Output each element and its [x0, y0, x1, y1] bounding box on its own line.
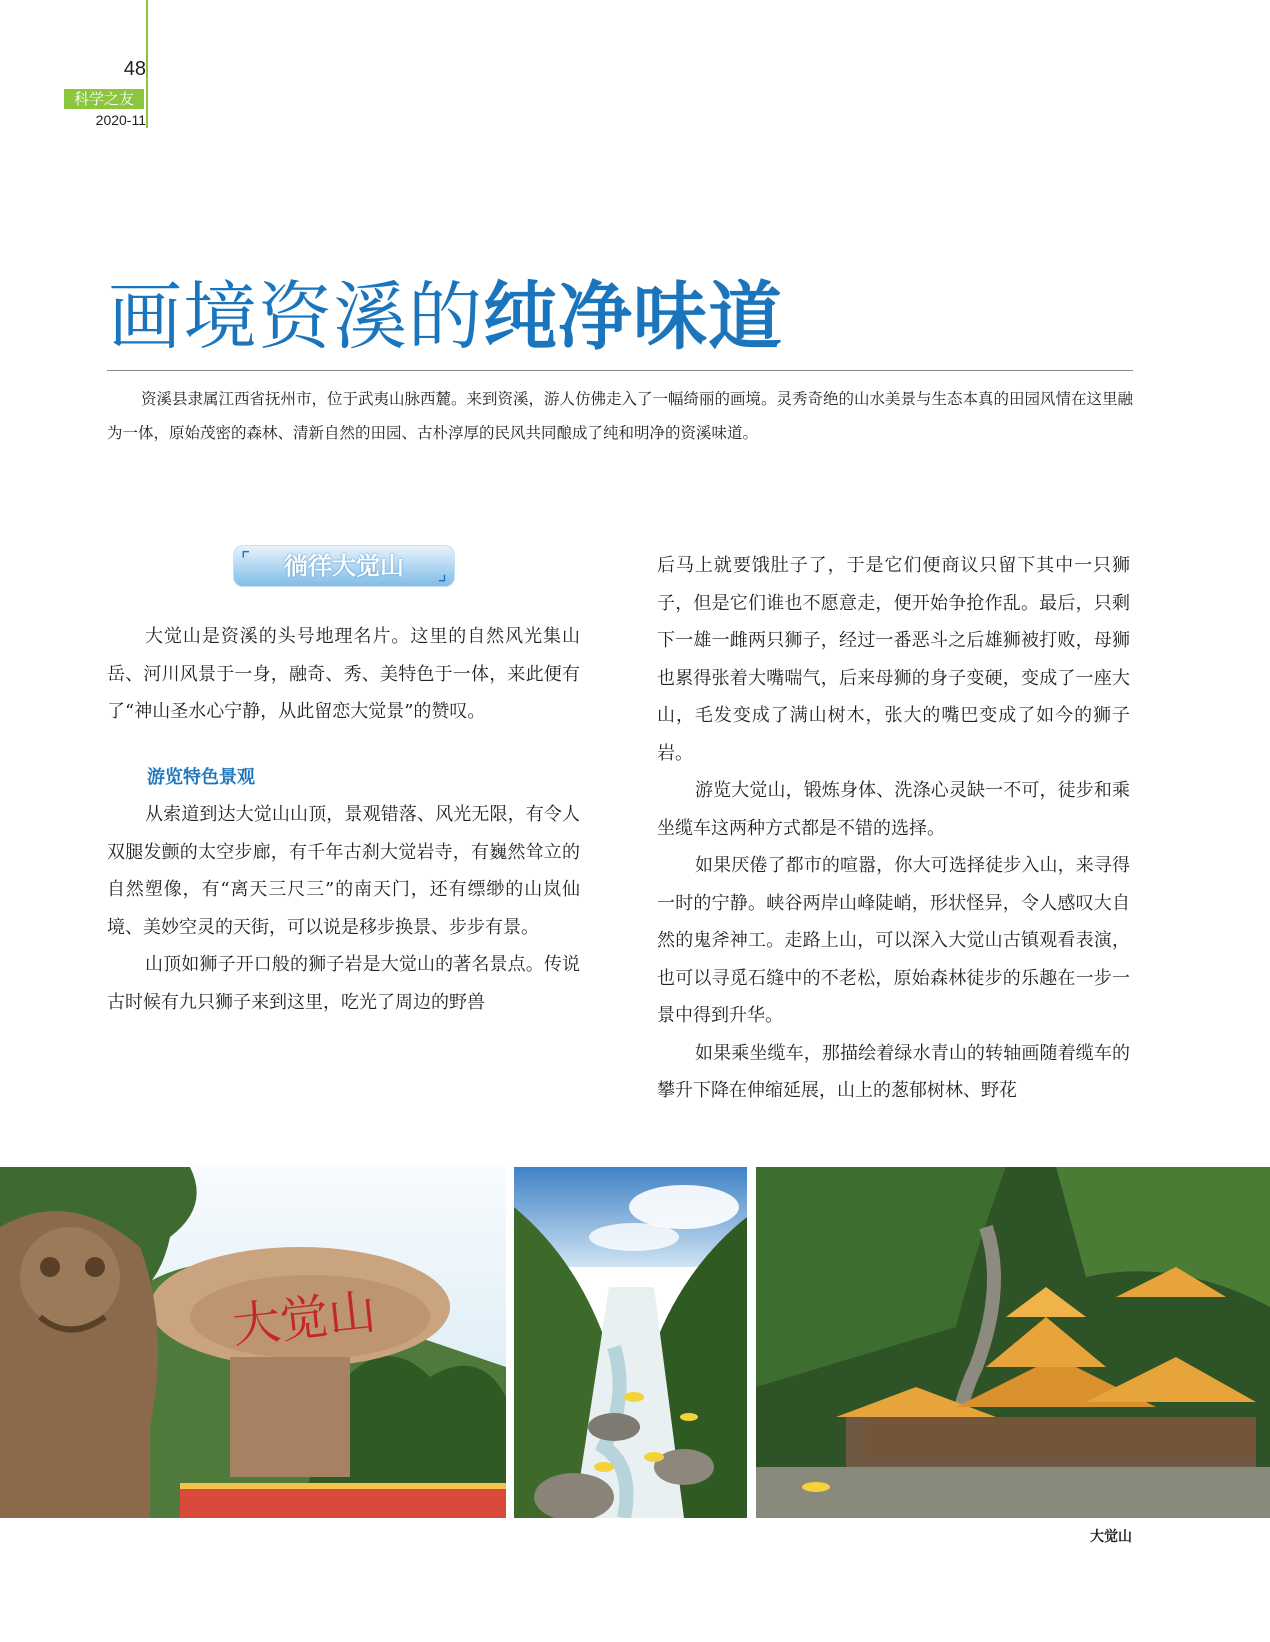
issue-date: 2020-11 [95, 112, 146, 128]
quote-mark-left-icon: ⌜ [241, 547, 251, 571]
right-paragraph-1: 后马上就要饿肚子了，于是它们便商议只留下其中一只狮子，但是它们谁也不愿意走，便开始争抢作乱。最后，只剩下一雄一雌两只狮子，经过一番恶斗之后雄狮被打败，母狮也累得张着大嘴喘气，后来母狮的身子变硬，变成了一座大山，毛发变成了满山树木，张大的嘴巴变成了如今的狮子岩。 [657, 555, 1130, 764]
lead-paragraph: 资溪县隶属江西省抚州市，位于武夷山脉西麓。来到资溪，游人仿佛走入了一幅绮丽的画境。灵秀奇绝的山水美景与生态本真的田园风情在这里融为一体，原始茂密的森林、清新自然的田园、古朴淳厚的民风共同酿成了纯和明净的资溪味道。 [107, 390, 1134, 442]
photo-rafting-gorge [514, 1167, 747, 1518]
article-title [108, 258, 783, 364]
photo-lion-rock [0, 1167, 506, 1518]
right-column [657, 547, 1130, 1110]
photo-pavilions-valley [756, 1167, 1270, 1518]
right-paragraph-4: 如果乘坐缆车，那描绘着绿水青山的转轴画随着缆车的攀升下降在伸缩延展，山上的葱郁树林、野花 [657, 1042, 1130, 1101]
left-column [107, 618, 580, 1021]
section-badge [233, 545, 455, 587]
left-paragraph-3: 山顶如狮子开口般的狮子岩是大觉山的著名景点。传说古时候有九只狮子来到这里，吃光了周边的野兽 [107, 954, 580, 1013]
subheading: 游览特色景观 [147, 766, 255, 788]
left-paragraph-1: 大觉山是资溪的头号地理名片。这里的自然风光集山岳、河川风景于一身，融奇、秀、美特色于一体，来此便有了“神山圣水心宁静，从此留恋大觉景”的赞叹。 [107, 626, 580, 722]
header-green-line [146, 0, 148, 128]
rock-inscription: 大觉山 [229, 1283, 379, 1355]
magazine-name: 科学之友 [64, 89, 144, 109]
page-number: 48 [123, 58, 146, 80]
right-paragraph-2: 游览大觉山，锻炼身体、洗涤心灵缺一不可，徒步和乘坐缆车这两种方式都是不错的选择。 [657, 780, 1130, 839]
title-bold: 纯净味道 [483, 274, 783, 360]
photo-caption: 大觉山 [1090, 1529, 1132, 1545]
title-rule [107, 370, 1133, 371]
left-paragraph-2: 从索道到达大觉山山顶，景观错落、风光无限，有令人双腿发颤的太空步廊，有千年古刹大觉岩寺，有巍然耸立的自然塑像，有“离天三尺三”的南天门，还有缥缈的山岚仙境、美妙空灵的天街，可以说是移步换景、步步有景。 [107, 804, 580, 938]
right-paragraph-3: 如果厌倦了都市的喧嚣，你大可选择徒步入山，来寻得一时的宁静。峡谷两岸山峰陡峭，形状怪异，令人感叹大自然的鬼斧神工。走路上山，可以深入大觉山古镇观看表演，也可以寻觅石缝中的不老松，原始森林徒步的乐趣在一步一景中得到升华。 [657, 855, 1130, 1026]
section-badge-text: 徜徉大觉山 [284, 552, 404, 580]
quote-mark-right-icon: ⌟ [437, 561, 447, 585]
title-light: 画境资溪的 [108, 274, 483, 360]
